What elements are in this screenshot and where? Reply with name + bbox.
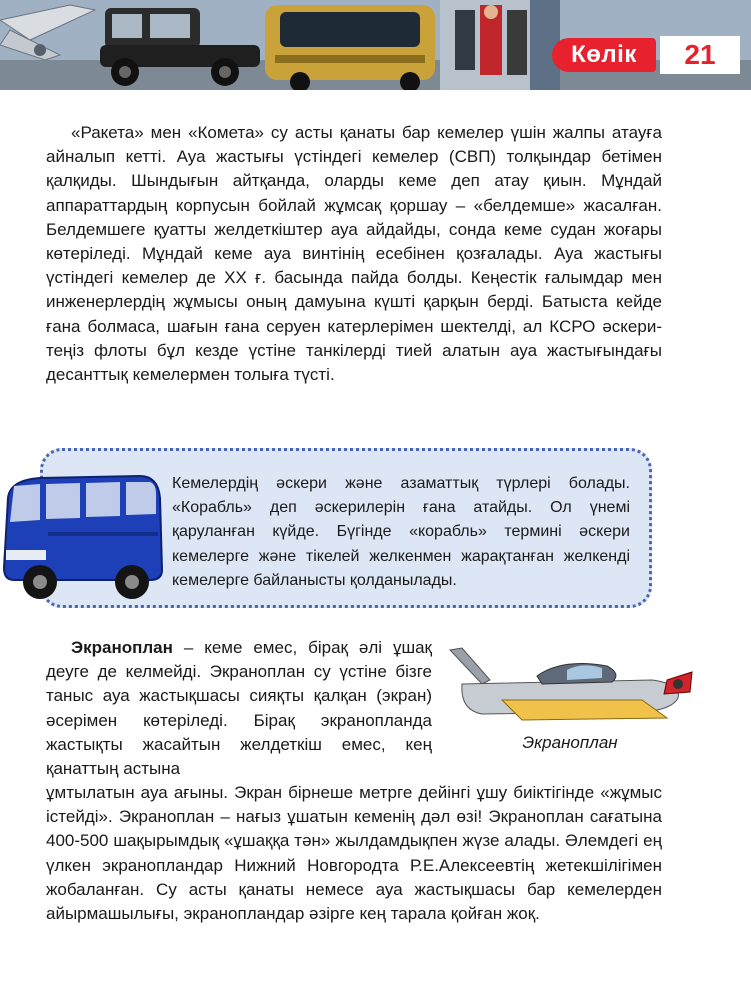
body-paragraph: «Ракета» мен «Комета» су асты қанаты бар кемелер үшін жалпы атауға айналып кетті. Ауа жастығы үстіндегі кемелер (СВП) толқындар бетімен қалқиды. Шындығын айтқанда, оларды кеме деп атау қиын. Мұндай аппараттардың корпусын бойлай жұмсақ қоршау – «белдемше» жасалған. Белдемшеге қуатты желдеткіштер ауа айдайды, сонда кеме судан жоғары көтеріледі. Мұндай кеме ауа винтінің есебінен қозғалады. Ауа жастығы үстіндегі кемелер де ХХ ғ. басында пайда болды. Кеңестік ғалымдар мен инженерлердің жұмысы оның дамуына күшті қарқын берді. Батыста кейде ғана болмаса, шағын ғана серуен катерлерімен шектелді, ал КСРО әскери-теңіз флоты бұл кезде үстіне танкілерді тией алатын ауа жастығындағы десанттық кемелермен толыға түсті. [46, 123, 662, 385]
ekranoplan-paragraph [46, 636, 432, 781]
ekranoplan-illustration [442, 640, 702, 730]
body-paragraph-continued: ұмтылатын ауа ағыны. Экран бірнеше метрге дейінгі ұшу биіктігінде «жұмыс істейді». Экраноплан – нағыз ұшатын кеменің дәл өзі! Экраноплан сағатына 400-500 шақырымдық «ұшаққа тән» жылдамдықпен жүзе алады. Әлемдегі ең үлкен экранопландар Нижний Новгородта Р.Е.Алексеевтің жетекшілігімен жобаланған. Су асты қанаты немесе ауа жастықшасы бар кемелерден айырмашылығы, экранопландар әзірге кең тарала қойған жоқ. [46, 783, 662, 924]
ekranoplan-paragraph-text: – кеме емес, бірақ әлі ұшақ деуге де келмейді. Экраноплан су үстіне бізге таныс ауа жастықшасы сияқты қалқан (экран) әсерімен көтеріледі. Бірақ экранопланда жастықты жасайтын желдеткіш емес, кең қанаттың астына [46, 638, 432, 779]
bus-icon [265, 5, 435, 90]
figure-caption: Экраноплан [522, 733, 618, 752]
street-scene-icon [440, 0, 560, 90]
info-note-text: Кемелердің әскери және азаматтық түрлері болады. «Корабль» деп әскерилерін ғана атайды. Ол үнемі қаруланған күйде. Бүгінде «корабль» термині әскери кемелерге және тікелей желкенмен жарақтанған желкенді кемелерге байланысты қолданылады. [172, 475, 630, 589]
minibus-icon [0, 458, 180, 608]
section-badge: Көлік [552, 38, 656, 72]
term-ekranoplan: Экраноплан [71, 638, 173, 657]
page-number: 21 [660, 36, 740, 74]
header-banner [0, 0, 751, 90]
